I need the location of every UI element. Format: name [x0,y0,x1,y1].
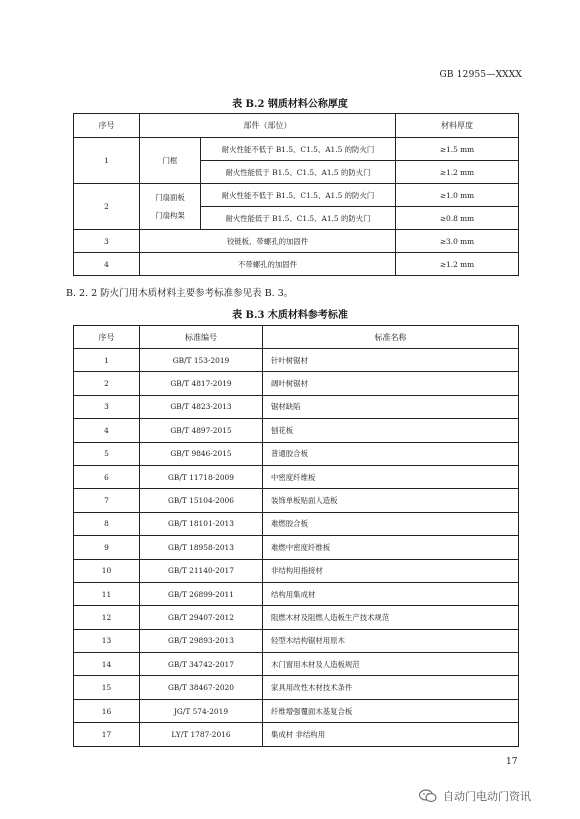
row-code: JG/T 574-2019 [140,699,263,722]
table-row [74,230,519,253]
table-row [74,442,519,465]
row-code: GB/T 34742-2017 [140,653,263,676]
row-thickness: ≥1.2 mm [396,253,519,276]
row-no: 10 [74,559,140,582]
table-row [74,253,519,276]
row-code: GB/T 9846-2015 [140,442,263,465]
table-row [74,629,519,652]
row-no: 3 [74,230,140,253]
header-part: 部件（部位） [140,114,396,138]
table-row [74,489,519,512]
row-code: GB/T 4897-2015 [140,419,263,442]
table-b2-caption: 表 B.2 钢质材料公称厚度 [232,99,348,110]
table-row [74,372,519,395]
table-row [74,582,519,605]
row-thickness: ≥1.0 mm [396,184,519,207]
row-no: 4 [74,253,140,276]
table-b2-header-row [74,114,519,138]
row-thickness: ≥1.5 mm [396,138,519,161]
row-name: 难燃胶合板 [263,512,519,535]
row-part: 不带螺孔的加固件 [140,253,396,276]
row-code: GB/T 29407-2012 [140,606,263,629]
row-name: 家具用改性木材技术条件 [263,676,519,699]
row-no: 8 [74,512,140,535]
watermark [418,788,531,804]
row-part-line2: 门扇构架 [155,210,185,220]
standard-number: GB 12955—XXXX [439,70,522,80]
header-name: 标准名称 [263,326,519,349]
table-b2 [73,113,519,276]
row-name: 阻燃木材及阻燃人造板生产技术规范 [263,606,519,629]
row-no: 5 [74,442,140,465]
row-no: 1 [74,138,140,184]
row-thickness: ≥3.0 mm [396,230,519,253]
row-no: 2 [74,184,140,230]
table-row [74,676,519,699]
row-name: 木门窗用木材及人造板规范 [263,653,519,676]
table-row [74,138,519,161]
page-number: 17 [506,757,518,767]
row-no: 3 [74,395,140,418]
table-row [74,512,519,535]
row-name: 非结构用指接材 [263,559,519,582]
header-no: 序号 [74,326,140,349]
row-desc: 耐火性能不低于 B1.5、C1.5、A1.5 的防火门 [201,184,396,207]
row-code: LY/T 1787-2016 [140,723,263,746]
row-code: GB/T 4823-2013 [140,395,263,418]
row-part: 铰链板、带螺孔的加固件 [140,230,396,253]
row-no: 9 [74,536,140,559]
row-name: 中密度纤维板 [263,465,519,488]
table-row [74,536,519,559]
row-code: GB/T 29893-2013 [140,629,263,652]
row-no: 14 [74,653,140,676]
row-part-line1: 门扇面板 [155,192,185,202]
row-thickness: ≥0.8 mm [396,207,519,230]
header-no: 序号 [74,114,140,138]
table-b3-body [74,349,519,747]
row-no: 17 [74,723,140,746]
row-desc: 耐火性能低于 B1.5、C1.5、A1.5 的防火门 [201,161,396,184]
header-code: 标准编号 [140,326,263,349]
row-desc: 耐火性能不低于 B1.5、C1.5、A1.5 的防火门 [201,138,396,161]
table-b3 [73,325,519,747]
row-code: GB/T 18958-2013 [140,536,263,559]
table-row [74,653,519,676]
row-name: 锯材缺陷 [263,395,519,418]
row-no: 6 [74,465,140,488]
row-name: 纤维增强覆面木基复合板 [263,699,519,722]
table-row [74,349,519,372]
row-code: GB/T 153-2019 [140,349,263,372]
clause-b22: B. 2. 2 防火门用木质材料主要参考标准参见表 B. 3。 [66,288,294,299]
row-part [140,184,201,230]
row-name: 刨花板 [263,419,519,442]
table-row [74,723,519,746]
row-name: 装饰单板贴面人造板 [263,489,519,512]
wechat-icon [418,789,438,803]
watermark-text: 自动门电动门资讯 [443,790,531,803]
row-desc: 耐火性能低于 B1.5、C1.5、A1.5 的防火门 [201,207,396,230]
row-code: GB/T 21140-2017 [140,559,263,582]
row-code: GB/T 18101-2013 [140,512,263,535]
row-no: 1 [74,349,140,372]
table-row [74,559,519,582]
row-code: GB/T 4817-2019 [140,372,263,395]
row-no: 12 [74,606,140,629]
header-thickness: 材料厚度 [396,114,519,138]
row-name: 针叶树锯材 [263,349,519,372]
table-row [74,465,519,488]
table-b3-caption: 表 B.3 木质材料参考标准 [232,310,348,321]
row-name: 阔叶树锯材 [263,372,519,395]
row-name: 轻型木结构锯材用原木 [263,629,519,652]
row-no: 7 [74,489,140,512]
row-name: 难燃中密度纤维板 [263,536,519,559]
table-row [74,184,519,207]
row-no: 11 [74,582,140,605]
row-no: 13 [74,629,140,652]
row-no: 16 [74,699,140,722]
row-name: 普通胶合板 [263,442,519,465]
table-row [74,419,519,442]
row-thickness: ≥1.2 mm [396,161,519,184]
table-b3-header-row [74,326,519,349]
table-row [74,699,519,722]
row-code: GB/T 38467-2020 [140,676,263,699]
table-row [74,606,519,629]
row-code: GB/T 26899-2011 [140,582,263,605]
row-code: GB/T 15104-2006 [140,489,263,512]
row-no: 15 [74,676,140,699]
row-no: 4 [74,419,140,442]
row-name: 集成材 非结构用 [263,723,519,746]
row-name: 结构用集成材 [263,582,519,605]
table-row [74,395,519,418]
row-part: 门框 [140,138,201,184]
row-no: 2 [74,372,140,395]
row-code: GB/T 11718-2009 [140,465,263,488]
